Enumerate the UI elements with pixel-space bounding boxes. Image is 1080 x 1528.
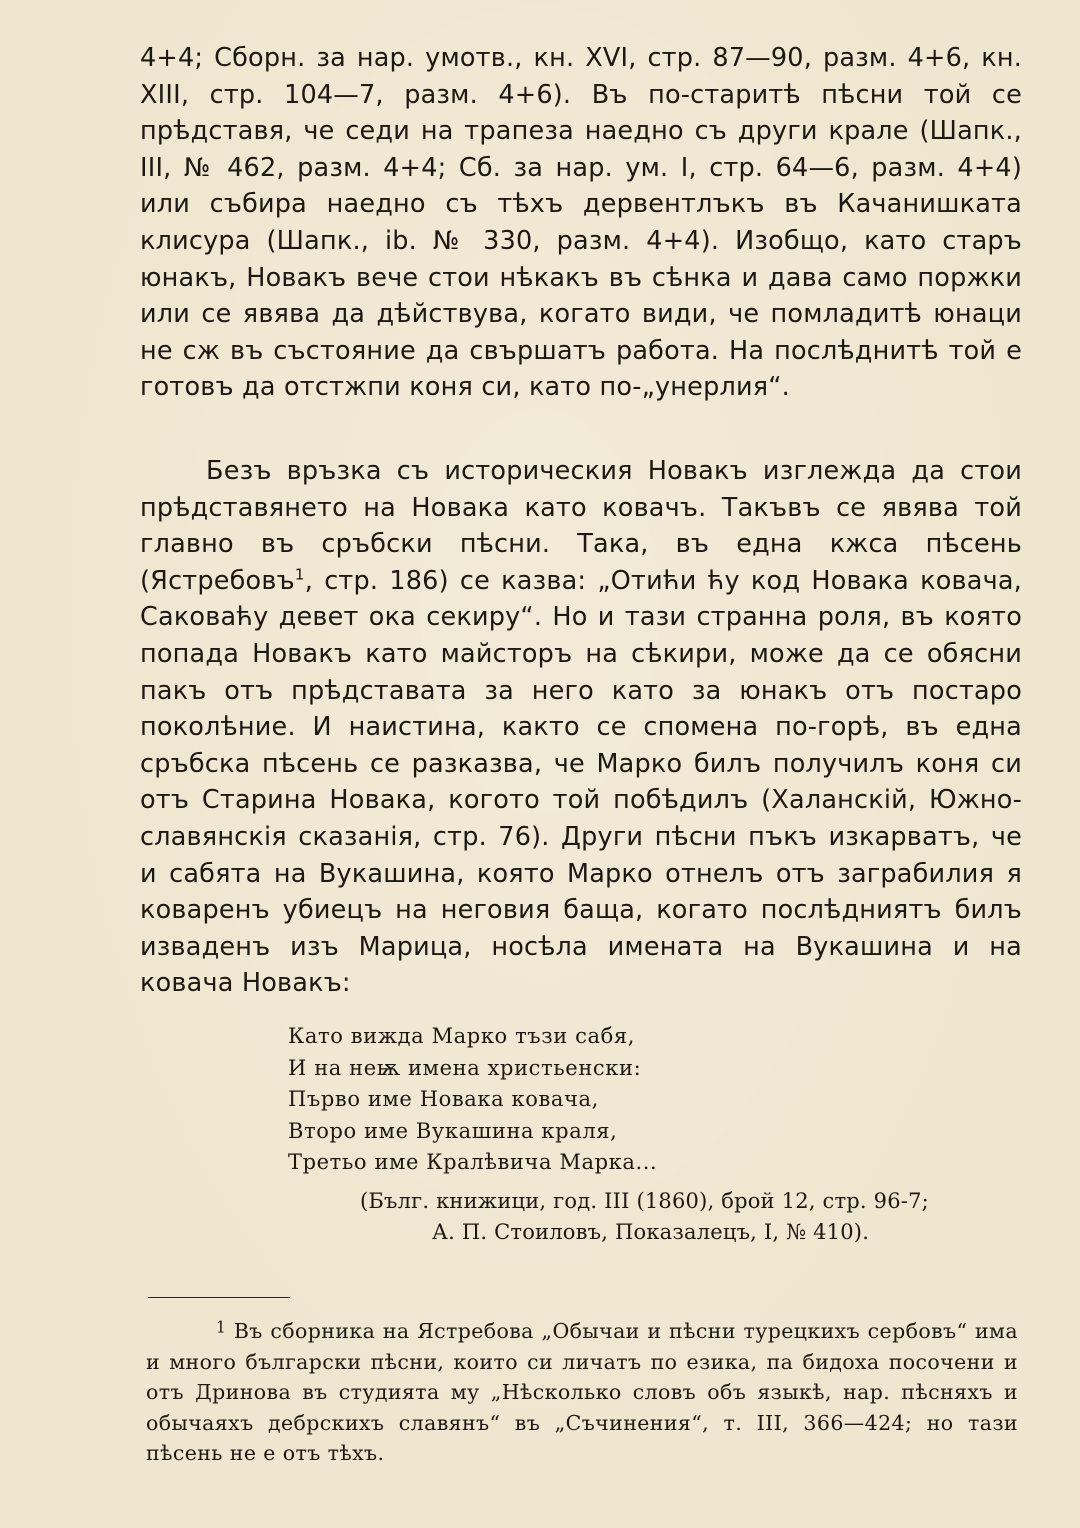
footnote-reference: 1	[294, 565, 305, 584]
poem-line: Като вижда Марко тъзи сабя,	[288, 1024, 636, 1048]
poem-line: Третьо име Кралѣвича Марка...	[288, 1150, 658, 1174]
paragraph-1	[140, 40, 1022, 406]
footnote-text: Въ сборника на Ястребова „Обычаи и пѣсни турецкихъ сербовъ“ има и много български пѣсни, които си личатъ по езика, па бидоха посочени и отъ Дринова въ студията му „Нѣсколько словъ объ языкѣ, нар. пѣсняхъ и обычаяхъ дебрскихъ славянъ“ въ „Съчинения“, т. III, 366—424; но тази пѣсень не е отъ тѣхъ.	[146, 1319, 1018, 1465]
poem-line: Второ име Вукашина краля,	[288, 1118, 618, 1143]
paragraph-2	[140, 453, 1022, 1002]
citation-line-2: А. П. Стоиловъ, Показалецъ, I, № 410).	[432, 1220, 870, 1244]
poem-quote	[288, 1021, 657, 1179]
footnote	[146, 1316, 1018, 1469]
footnote-mark: 1	[216, 1318, 227, 1337]
paragraph-1-text: 4+4; Сборн. за нар. умотв., кн. XVI, стр. 87—90, разм. 4+6, кн. XIII, стр. 104—7, разм. 4+6). Въ по-старитѣ пѣсни той се прѣдставя, че седи на трапеза наедно съ други крале (Шапк., III, № 462, разм. 4+4; Сб. за нар. ум. I, стр. 64—6, разм. 4+4) или събира наедно съ тѣхъ дервентлъкъ въ Качанишката клисура (Шапк., ib. № 330, разм. 4+4). Изобщо, като старъ юнакъ, Новакъ вече стои нѣкакъ въ сѣнка и дава само поржки или се явява да дѣйствува, когато види, че помладитѣ юнаци не сж въ състояние да свършатъ работа. На послѣднитѣ той е готовъ да отстжпи коня си, като по-„унерлия“.	[140, 43, 1022, 403]
poem-line: Първо име Новака ковача,	[288, 1087, 599, 1111]
citation-line-1: (Бълг. книжици, год. III (1860), брой 12, стр. 96-7;	[360, 1189, 929, 1213]
paragraph-2-text-end: , стр. 186) се казва: „Отићи ћу код Новака ковача, Саковаћу девет ока секиру“. Но и тази странна роля, въ която попада Новакъ като майсторъ на сѣкири, може да се обясни пакъ отъ прѣдставата за него като за юнакъ отъ постаро поколѣние. И наистина, както се спомена по-горѣ, въ една сръбска пѣсень се разказва, че Марко билъ получилъ коня си отъ Старина Новака, когото той побѣдилъ (Халанскій, Южно-славянскія сказанія, стр. 76). Други пѣсни пъкъ изкарватъ, че и сабята на Вукашина, която Марко отнелъ отъ заграбилия я коваренъ убиецъ на неговия баща, когато послѣдниятъ билъ изваденъ изъ Марица, носѣла имената на Вукашина и на ковача Новакъ:	[140, 565, 1022, 999]
poem-citation	[360, 1186, 1020, 1248]
footnote-divider	[148, 1297, 290, 1298]
poem-line: И на неѭ имена христьенски:	[288, 1055, 642, 1080]
paragraph-2-text-start: Безъ връзка съ историческия Новакъ изглежда да стои прѣдставянето на Новака като ковачъ. Такъвъ се явява той главно въ сръбски пѣсни. Така, въ една кжса пѣсень (Ястребовъ	[140, 456, 1022, 596]
